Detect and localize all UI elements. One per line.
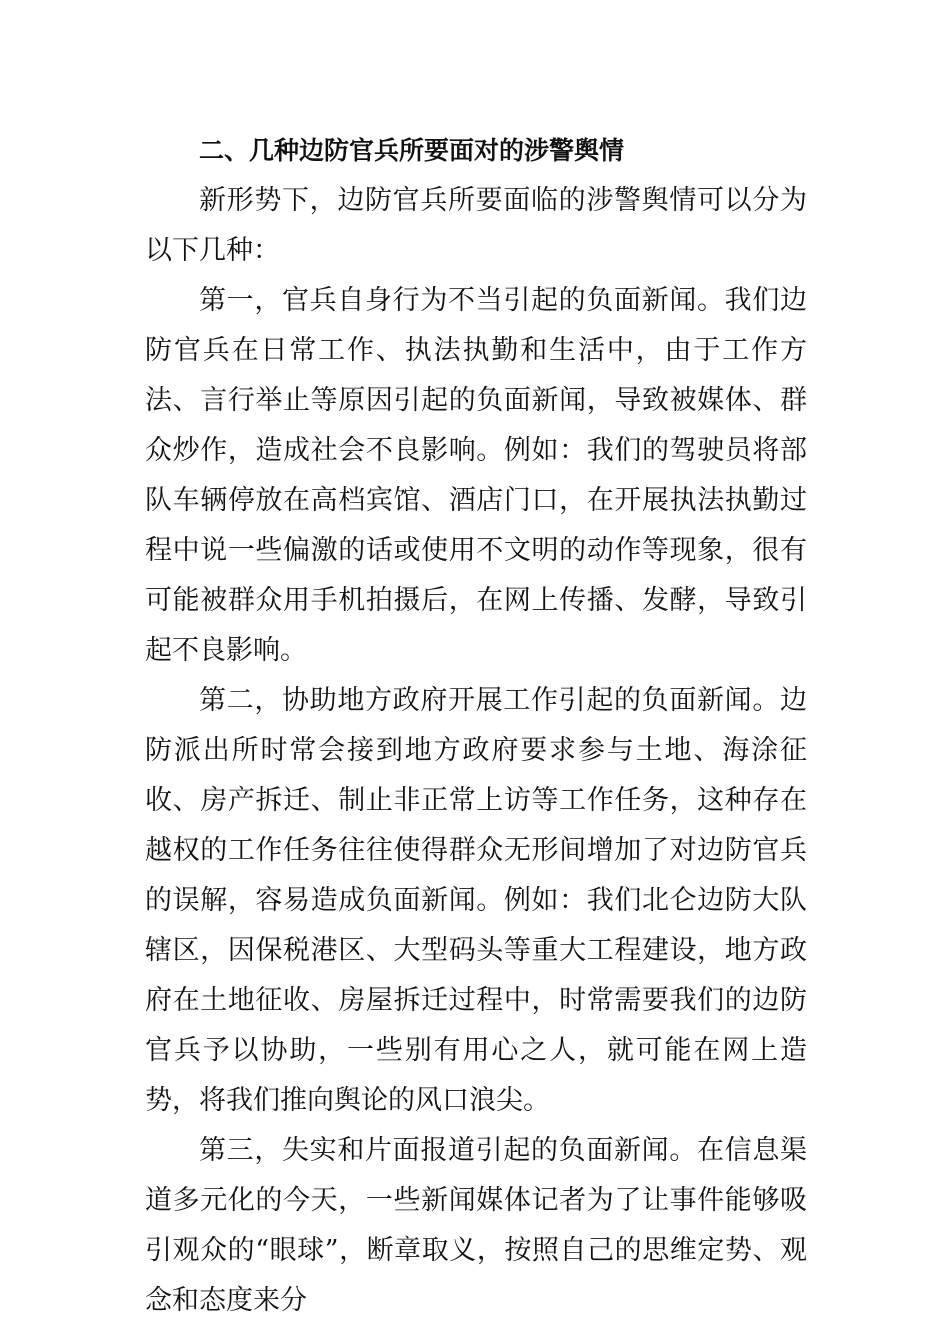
paragraph-first: 第一，官兵自身行为不当引起的负面新闻。我们边防官兵在日常工作、执法执勤和生活中，由于工作方法、言行举止等原因引起的负面新闻，导致被媒体、群众炒作，造成社会不良影响。例如：我们的驾驶员将部队车辆停放在高档宾馆、酒店门口，在开展执法执勤过程中说一些偏激的话或使用不文明的动作等现象，很有可能被群众用手机拍摄后，在网上传播、发酵，导致引起不良影响。 [145, 285, 807, 666]
paragraph-second: 第二，协助地方政府开展工作引起的负面新闻。边防派出所时常会接到地方政府要求参与土地、海涂征收、房产拆迁、制止非正常上访等工作任务，这种存在越权的工作任务往往使得群众无形间增加了对边防官兵的误解，容易造成负面新闻。例如：我们北仑边防大队辖区，因保税港区、大型码头等重大工程建设，地方政府在土地征收、房屋拆迁过程中，时常需要我们的边防官兵予以协助，一些别有用心之人，就可能在网上造势，将我们推向舆论的风口浪尖。 [145, 685, 807, 1116]
paragraph-third: 第三，失实和片面报道引起的负面新闻。在信息渠道多元化的今天，一些新闻媒体记者为了让事件能够吸引观众的“眼球”，断章取义，按照自己的思维定势、观念和态度来分 [145, 1135, 807, 1316]
paragraph-intro: 新形势下，边防官兵所要面临的涉警舆情可以分为以下几种： [145, 185, 807, 266]
section-heading: 二、几种边防官兵所要面对的涉警舆情 [199, 136, 625, 165]
document-body [145, 126, 807, 1326]
